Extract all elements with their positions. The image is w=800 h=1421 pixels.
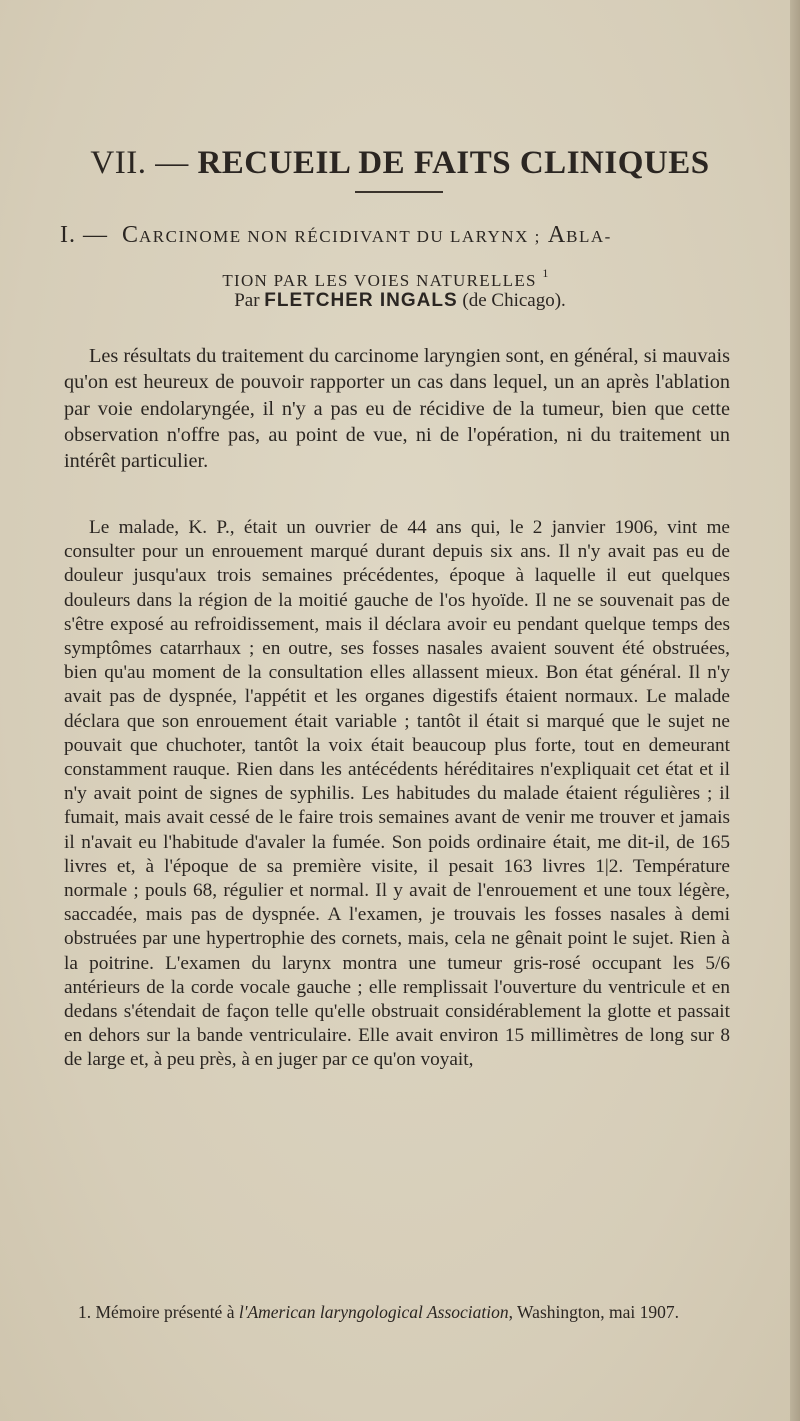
- footnote: 1. Mémoire présenté à l'American laryngological Association, Washington, mai 1907.: [78, 1302, 679, 1322]
- paragraph-case: Le malade, K. P., était un ouvrier de 44 ans qui, le 2 janvier 1906, vint me consulter pour un enrouement marqué durant depuis six ans. Il n'y avait pas eu de douleur jusqu'aux trois semaines précédentes, époque à laquelle il eut quelques douleurs dans la région de la moitié gauche de l'os hyoïde. Il ne se souvenait pas de s'être exposé au refroidissement, mais il déclara avoir eu pendant quelque temps des symptômes catarrhaux ; en outre, ses fosses nasales avaient souvent été obstruées, bien qu'au moment de la consultation elles allassent mieux. Bon état général. Il n'y avait pas de dyspnée, l'appétit et les organes digestifs étaient normaux. Le malade déclara que son enrouement était variable ; tantôt il était si marqué que le sujet ne pouvait que chuchoter, tantôt la voix était beaucoup plus forte, tout en demeurant constamment rauque. Rien dans les antécédents héréditaires n'expliquait cet état et il n'y avait point de signes de syphilis. Les habitudes du malade étaient régulières ; il fumait, mais avait cessé de le faire trois semaines avant de venir me trouver et jamais il n'avait eu l'habitude d'avaler la fumée. Son poids ordinaire était, me dit-il, de 165 livres et, à l'époque de sa première visite, il pesait 163 livres 1|2. Température normale ; pouls 68, régulier et normal. Il y avait de l'enrouement et une toux légère, saccadée, mais pas de dyspnée. A l'examen, je trouvais les fosses nasales à demi obstruées par une hypertrophie des cornets, mais, cela ne gênait point le sujet. Rien à la poitrine. L'examen du larynx montra une tumeur gris-rosé occupant les 5/6 antérieurs de la corde vocale gauche ; elle remplissait l'ouverture du ventricule et en dedans s'étendait de façon telle qu'elle obstruait considérablement la glotte et passait en dehors sur la bande ventriculaire. Elle avait environ 15 millimètres de long sur 8 de large et, à peu près, à en juger par ce qu'on voyait,: [64, 517, 730, 1071]
- footnote-reference: 1: [542, 266, 550, 280]
- chapter-title: RECUEIL DE FAITS CLINIQUES: [197, 145, 710, 181]
- footnote-italic: l'American laryngological Association: [238, 1302, 509, 1322]
- article-title-line1: I. — CARCINOME NON RÉCIDIVANT DU LARYNX ; ABLA-: [60, 222, 612, 248]
- footnote-number: 1.: [78, 1302, 92, 1322]
- chapter-number: VII. —: [90, 145, 189, 181]
- chapter-divider: [355, 191, 443, 193]
- paragraph-intro: Les résultats du traitement du carcinome laryngien sont, en général, si mauvais qu'on est heureux de pouvoir rapporter un cas dans lequel, un an après l'ablation par voie endolaryngée, il n'y a pas eu de récidive de la tumeur, bien que cette observation n'offre pas, au point de vue, ni de l'opération, ni du traitement un intérêt particulier.: [64, 345, 730, 473]
- article-title: [60, 217, 740, 299]
- author-line: Par FLETCHER INGALS (de Chicago).: [234, 290, 566, 311]
- article-title-line2: TION PAR LES VOIES NATURELLES $^1$: [222, 266, 550, 290]
- author-name: FLETCHER INGALS: [264, 290, 458, 311]
- chapter-heading: [60, 145, 740, 182]
- article-number: I. —: [60, 222, 108, 248]
- page-edge-shadow: [790, 0, 800, 1421]
